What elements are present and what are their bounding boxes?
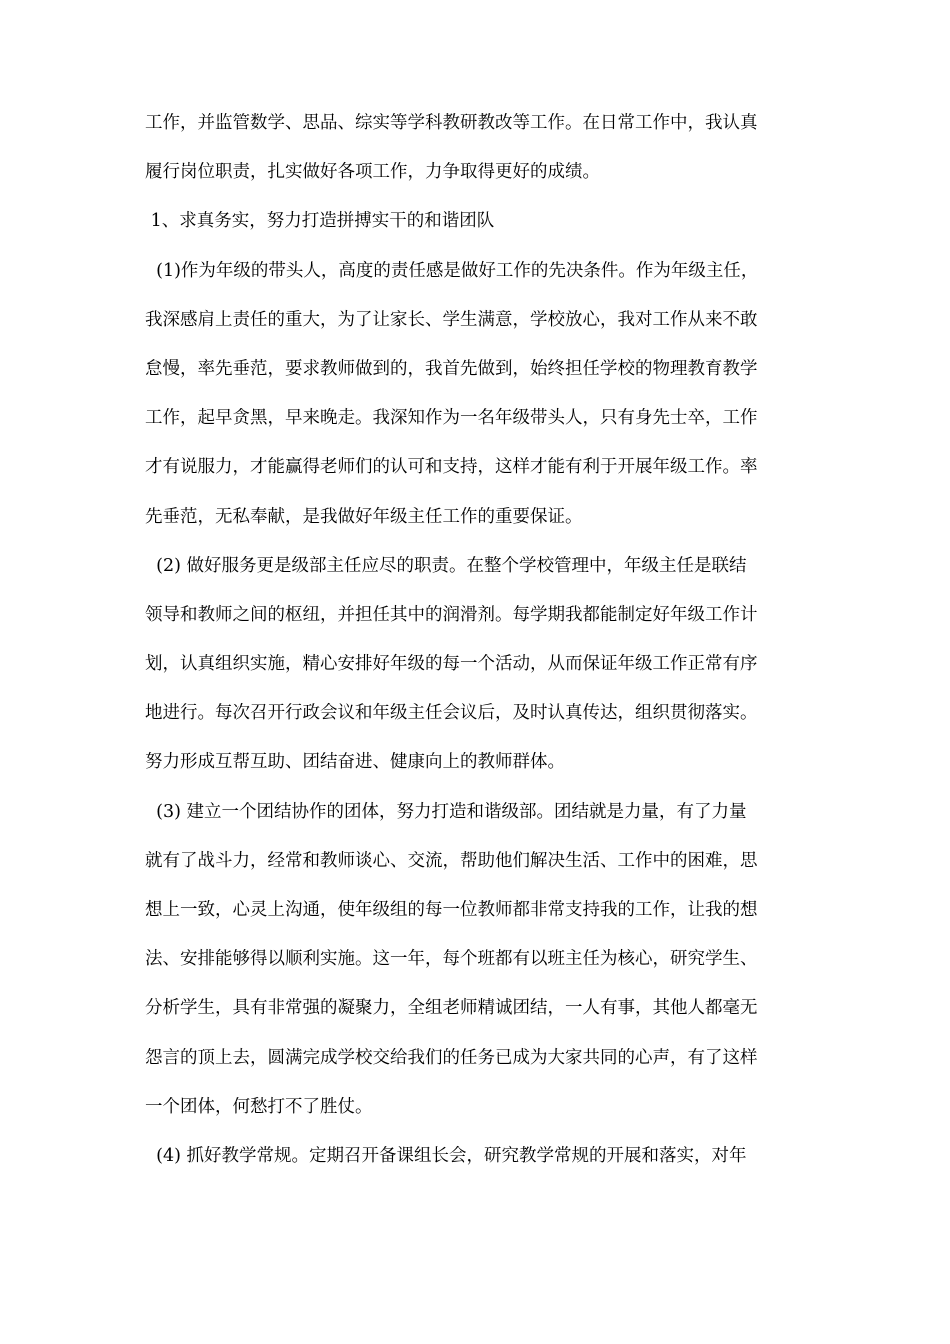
text-line: 我深感肩上责任的重大，为了让家长、学生满意，学校放心，我对工作从来不敢	[145, 309, 758, 330]
text-line: 领导和教师之间的枢纽，并担任其中的润滑剂。每学期我都能制定好年级工作计	[145, 604, 758, 625]
paragraph-start: (3) 建立一个团结协作的团体，努力打造和谐级部。团结就是力量，有了力量	[145, 801, 747, 822]
paragraph-start: (1)作为年级的带头人，高度的责任感是做好工作的先决条件。作为年级主任，	[145, 260, 759, 281]
text-line: 怠慢，率先垂范，要求教师做到的，我首先做到，始终担任学校的物理教育教学	[145, 358, 758, 379]
text-line: 就有了战斗力，经常和教师谈心、交流，帮助他们解决生活、工作中的困难，思	[145, 850, 758, 871]
paragraph-start: (4) 抓好教学常规。定期召开备课组长会，研究教学常规的开展和落实，对年	[145, 1145, 747, 1166]
text-line: 法、安排能够得以顺利实施。这一年，每个班都有以班主任为核心，研究学生、	[145, 949, 758, 970]
text-line: 工作，起早贪黑，早来晚走。我深知作为一名年级带头人，只有身先士卒，工作	[145, 408, 758, 429]
text-line: 努力形成互帮互助、团结奋进、健康向上的教师群体。	[145, 752, 565, 773]
paragraph-start: (2) 做好服务更是级部主任应尽的职责。在整个学校管理中，年级主任是联结	[145, 555, 747, 576]
section-heading: 1、求真务实，努力打造拼搏实干的和谐团队	[145, 211, 495, 232]
text-line: 分析学生，具有非常强的凝聚力，全组老师精诚团结，一人有事，其他人都毫无	[145, 998, 758, 1019]
text-line: 怨言的顶上去，圆满完成学校交给我们的任务已成为大家共同的心声，有了这样	[145, 1047, 758, 1068]
text-line: 地进行。每次召开行政会议和年级主任会议后，及时认真传达，组织贯彻落实。	[145, 703, 758, 724]
text-line: 划，认真组织实施，精心安排好年级的每一个活动，从而保证年级工作正常有序	[145, 654, 758, 675]
text-line: 先垂范，无私奉献，是我做好年级主任工作的重要保证。	[145, 506, 583, 527]
text-line: 工作，并监管数学、思品、综实等学科教研教改等工作。在日常工作中，我认真	[145, 113, 758, 133]
text-line: 一个团体，何愁打不了胜仗。	[145, 1096, 373, 1117]
text-line: 履行岗位职责，扎实做好各项工作，力争取得更好的成绩。	[145, 162, 600, 183]
document-body	[145, 104, 825, 1186]
text-line: 想上一致，心灵上沟通，使年级组的每一位教师都非常支持我的工作，让我的想	[145, 900, 758, 920]
text-line: 才有说服力，才能赢得老师们的认可和支持，这样才能有利于开展年级工作。率	[145, 457, 758, 478]
